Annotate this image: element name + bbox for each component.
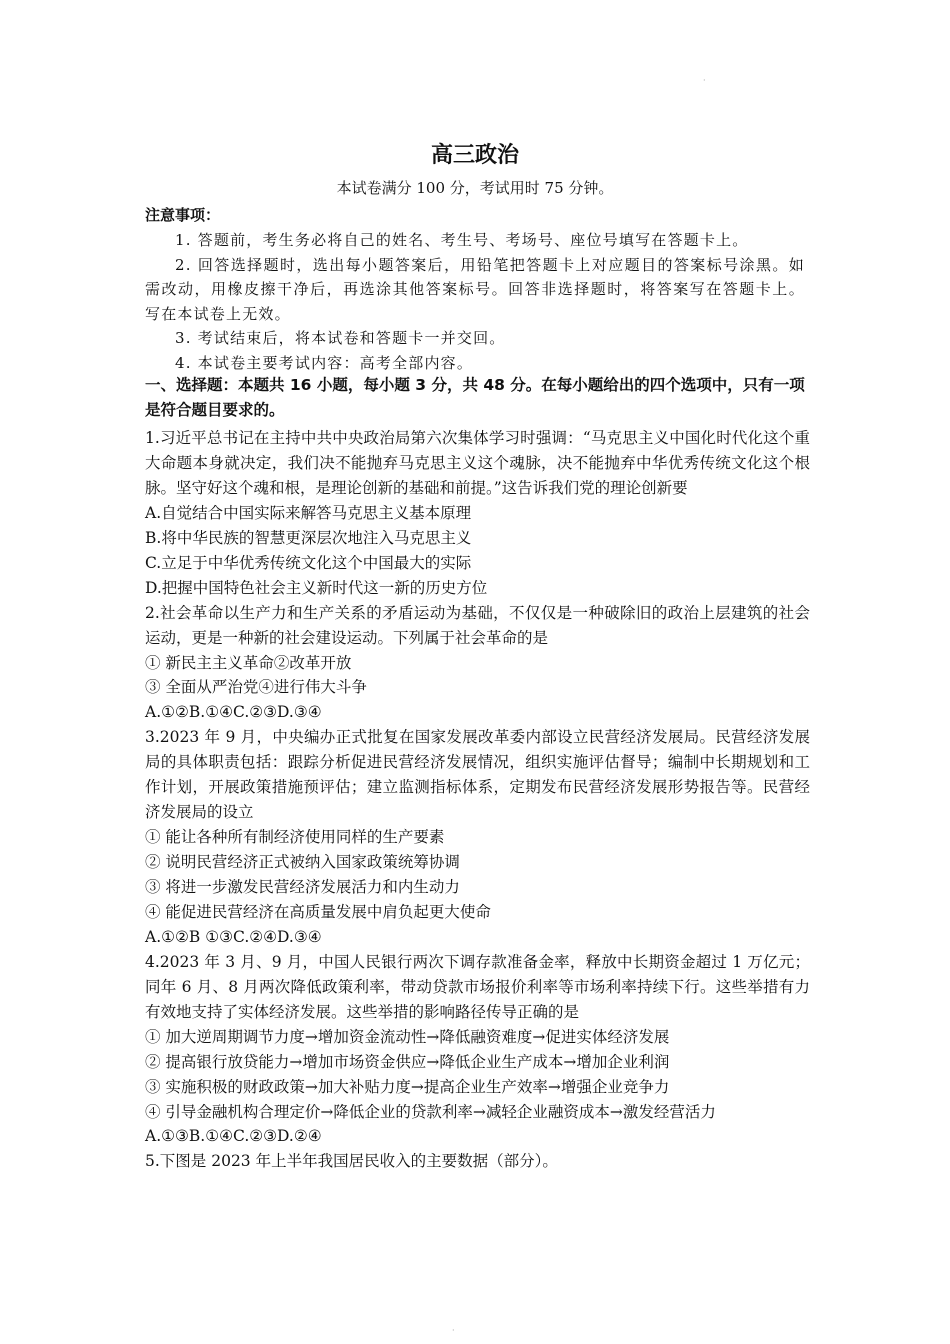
page-title: 高三政治 [430,143,519,168]
option-line: B.将中华民族的智慧更深层次地注入马克思主义 [145,528,472,547]
question-stem: 5.下图是 2023 年上半年我国居民收入的主要数据（部分）。 [145,1152,558,1171]
question-3 [145,725,810,950]
option-line: ③ 全面从严治党④进行伟大斗争 [145,678,367,697]
option-line: ④ 能促进民营经济在高质量发展中肩负起更大使命 [145,902,491,921]
option-line: ② 提高银行放贷能力→增加市场资金供应→降低企业生产成本→增加企业利润 [145,1052,670,1071]
notice-item: 2. 回答选择题时，选出每小题答案后，用铅笔把答题卡上对应题目的答案标号涂黑。如需改动，用橡皮擦干净后，再选涂其他答案标号。回答非选择题时，将答案写在答题卡上。写在本试卷上无效。 [145,255,805,323]
question-5 [145,1149,810,1174]
exam-info: 本试卷满分 100 分，考试用时 75 分钟。 [336,179,614,197]
question-stem: 4.2023 年 3 月、9 月，中国人民银行两次下调存款准备金率，释放中长期资金超过 1 万亿元；同年 6 月、8 月两次降低政策利率，带动贷款市场报价利率等市场利率持续下行。这些举措有力有效地支持了实体经济发展。这些举措的影响路径传导正确的是 [145,952,810,1021]
question-1 [145,426,810,601]
question-stem: 2.社会革命以生产力和生产关系的矛盾运动为基础，不仅仅是一种破除旧的政治上层建筑的社会运动，更是一种新的社会建设运动。下列属于社会革命的是 [145,603,810,647]
question-list [145,426,810,1174]
option-line: ④ 引导金融机构合理定价→降低企业的贷款利率→减轻企业融资成本→激发经营活力 [145,1102,716,1121]
question-2 [145,601,810,726]
option-line: A.①②B ①③C.②④D.③④ [145,927,322,946]
option-line: ① 新民主主义革命②改革开放 [145,653,352,672]
notice-heading: 注意事项： [145,206,221,224]
option-line: A.自觉结合中国实际来解答马克思主义基本原理 [145,503,472,522]
question-4 [145,950,810,1150]
notice-item: 4. 本试卷主要考试内容：高考全部内容。 [175,353,474,372]
option-line: D.把握中国特色社会主义新时代这一新的历史方位 [145,578,488,597]
option-line: C.立足于中华优秀传统文化这个中国最大的实际 [145,553,472,572]
option-line: A.①③B.①④C.②③D.②④ [145,1127,322,1146]
section-heading: 一、选择题：本题共 16 小题，每小题 3 分，共 48 分。在每小题给出的四个选项中，只有一项是符合题目要求的。 [145,376,805,419]
header-mark: · [703,76,706,85]
option-line: ① 加大逆周期调节力度→增加资金流动性→降低融资难度→促进实体经济发展 [145,1027,670,1046]
option-line: A.①②B.①④C.②③D.③④ [145,703,322,722]
question-stem: 3.2023 年 9 月，中央编办正式批复在国家发展改革委内部设立民营经济发展局。民营经济发展局的具体职责包括：跟踪分析促进民营经济发展情况，组织实施评估督导；编制中长期规划和工作计划，开展政策措施预评估；建立监测指标体系，定期发布民营经济发展形势报告等。民营经济发展局的设立 [145,728,810,822]
notice-item: 3. 考试结束后，将本试卷和答题卡一并交回。 [175,329,506,347]
notice-item: 1. 答题前，考生务必将自己的姓名、考生号、考场号、座位号填写在答题卡上。 [175,231,749,249]
notice-list [145,228,805,375]
footer-mark: · [452,1326,455,1335]
question-stem: 1.习近平总书记在主持中共中央政治局第六次集体学习时强调：“马克思主义中国化时代化这个重大命题本身就决定，我们决不能抛弃马克思主义这个魂脉，决不能抛弃中华优秀传统文化这个根脉。坚守好这个魂和根，是理论创新的基础和前提。”这告诉我们党的理论创新要 [145,429,810,497]
option-line: ③ 实施积极的财政政策→加大补贴力度→提高企业生产效率→增强企业竞争力 [145,1077,670,1096]
option-line: ③ 将进一步激发民营经济发展活力和内生动力 [145,878,460,897]
option-line: ② 说明民营经济正式被纳入国家政策统筹协调 [145,853,460,872]
option-line: ① 能让各种所有制经济使用同样的生产要素 [145,828,445,847]
